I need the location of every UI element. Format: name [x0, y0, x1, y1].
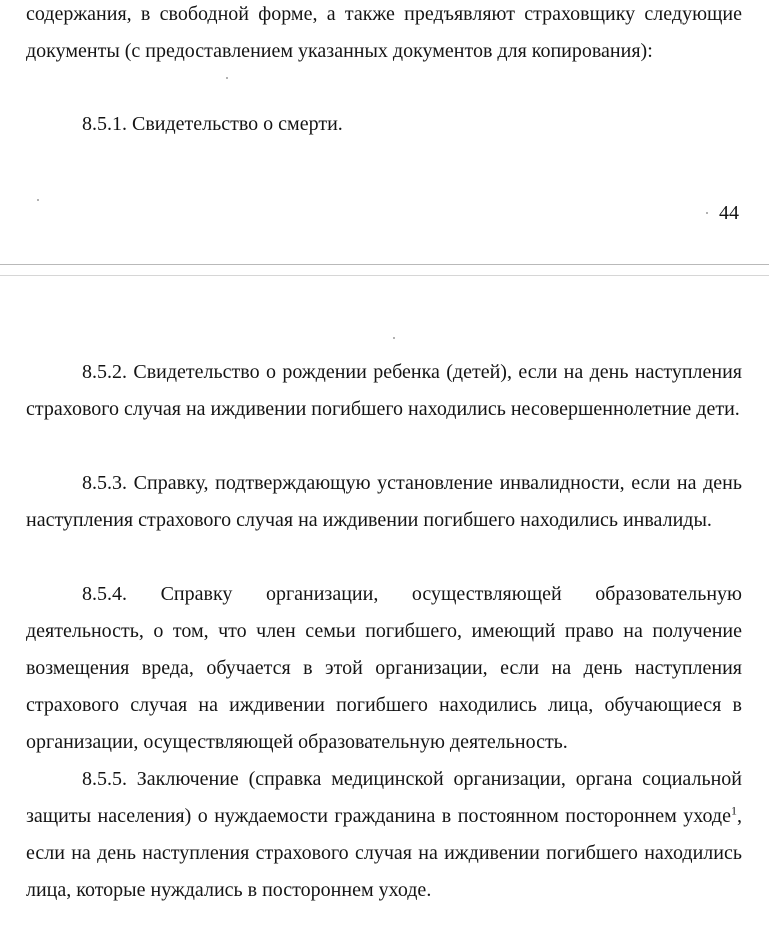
- footnote-reference[interactable]: 1: [731, 803, 737, 818]
- scan-speck: [706, 212, 708, 214]
- scan-speck: [226, 77, 228, 79]
- clause-8-5-5-text-start: 8.5.5. Заключение (справка медицинской организации, органа социальной защиты населения) о нуждаемости гражданина в постоянном постороннем уходе: [26, 768, 742, 827]
- scan-speck: [393, 337, 395, 339]
- continuation-paragraph: содержания, в свободной форме, а также предъявляют страховщику следующие документы (с предоставлением указанных документов для копирования):: [26, 3, 742, 62]
- scan-speck: [37, 199, 39, 201]
- page-number: 44: [719, 202, 739, 224]
- clause-8-5-5-text-end: , если на день наступления страхового случая на иждивении погибшего находились лица, которые нуждались в постороннем уходе.: [26, 805, 742, 901]
- clause-8-5-2: 8.5.2. Свидетельство о рождении ребенка (детей), если на день наступления страхового случая на иждивении погибшего находились несовершеннолетние дети.: [26, 361, 742, 420]
- page-break: [0, 264, 769, 276]
- clause-8-5-5: [26, 761, 742, 909]
- document-page-44: [0, 0, 769, 264]
- clause-8-5-4: 8.5.4. Справку организации, осуществляющей образовательную деятельность, о том, что член семьи погибшего, имеющий право на получение возмещения вреда, обучается в этой организации, если на день наступления страхового случая на иждивении погибшего находились лица, обучающиеся в организации, осуществляющей образовательную деятельность.: [26, 583, 742, 753]
- document-page-45: [0, 276, 769, 946]
- clause-8-5-3: 8.5.3. Справку, подтверждающую установление инвалидности, если на день наступления страхового случая на иждивении погибшего находились инвалиды.: [26, 472, 742, 531]
- clause-8-5-1: 8.5.1. Свидетельство о смерти.: [82, 113, 343, 135]
